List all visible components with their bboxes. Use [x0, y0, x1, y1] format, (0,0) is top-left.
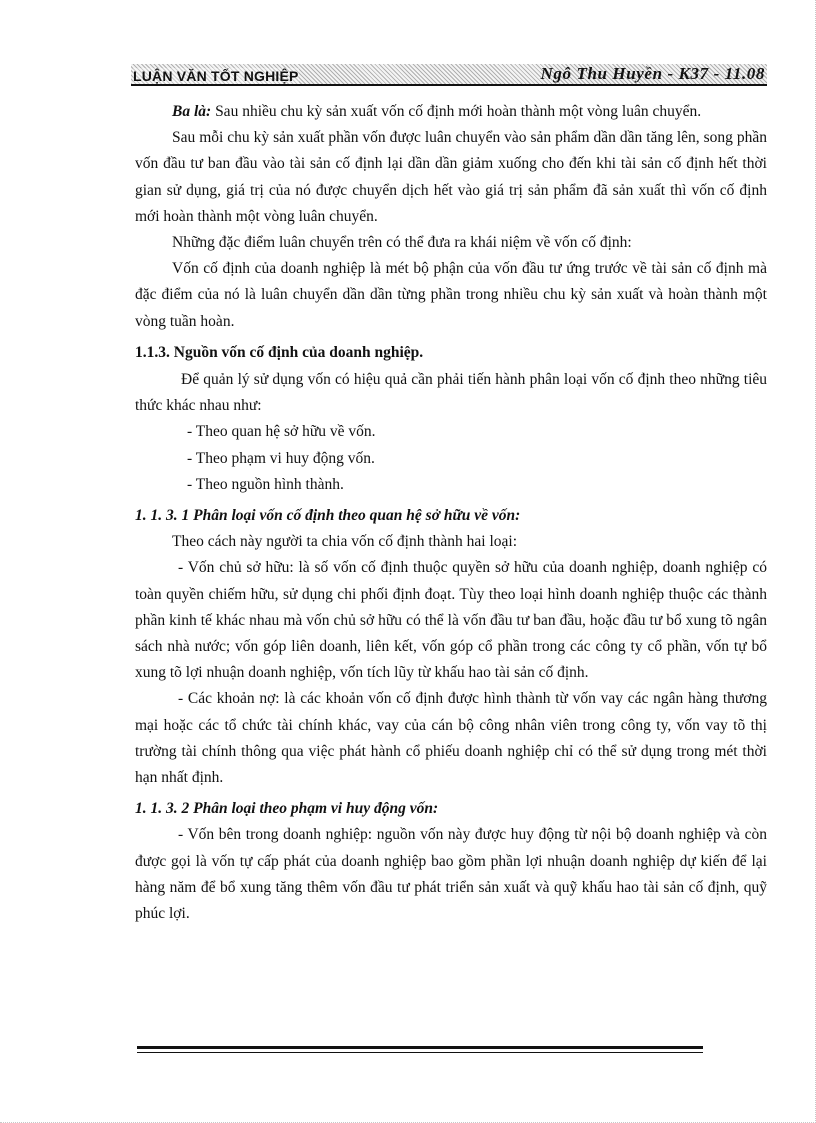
paragraph: - Vốn chủ sở hữu: là số vốn cố định thuộc quyền sở hữu của doanh nghiệp, doanh nghiệp có toàn quyền chiếm hữu, sử dụng chi phối định đoạt. Tùy theo loại hình doanh nghiệp thuộc các thành phần kinh tế khác nhau mà vốn chủ sở hữu có thể là vốn đầu tư ban đầu, hoặc đầu tư bổ xung tõ ngân sách nhà nước; vốn góp liên doanh, liên kết, vốn góp cổ phần trong các công ty cổ phần, vốn tự bổ xung tõ lợi nhuận doanh nghiệp, vốn tích lũy từ khấu hao tài sản cố định. — [135, 559, 767, 682]
footer-rule — [137, 1046, 703, 1053]
paragraph-ba-la — [135, 99, 767, 125]
list-item: - Theo nguồn hình thành. — [187, 475, 344, 493]
document-body — [135, 99, 767, 927]
paragraph: Sau mỗi chu kỳ sản xuất phần vốn được luân chuyển vào sản phẩm dần dần tăng lên, song phần vốn đầu tư ban đầu vào tài sản cố định lại dần dần giảm xuống cho đến khi tài sản cố định hết thời gian sử dụng, giá trị của nó được chuyển dịch hết vào giá trị sản phẩm đã sản xuất thì vốn cố định mới hoàn thành một vòng luân chuyển. — [135, 129, 767, 225]
paragraph: Những đặc điểm luân chuyển trên có thể đưa ra khái niệm về vốn cố định: — [172, 234, 632, 252]
paragraph: - Các khoản nợ: là các khoản vốn cố định được hình thành từ vốn vay các ngân hàng thương mại hoặc các tổ chức tài chính khác, vay của cán bộ công nhân viên trong công ty, vốn vay tõ thị trường tài chính thông qua việc phát hành cổ phiếu doanh nghiệp chỉ có thể sử dụng trong mét thời hạn nhất định. — [135, 690, 767, 787]
list-item: - Theo phạm vi huy động vốn. — [187, 449, 375, 467]
list-item: - Theo quan hệ sở hữu về vốn. — [187, 423, 376, 441]
header-author: Ngô Thu Huyền - K37 - 11.08 — [540, 64, 765, 83]
paragraph-text: Sau nhiều chu kỳ sản xuất vốn cố định mới hoàn thành một vòng luân chuyển. — [211, 103, 702, 120]
paragraph: Để quản lý sử dụng vốn có hiệu quả cần phải tiến hành phân loại vốn cố định theo những tiêu thức khác nhau như: — [135, 371, 767, 415]
paragraph: Vốn cố định của doanh nghiệp là mét bộ phận của vốn đầu tư ứng trước về tài sản cố định mà đặc điểm của nó là luân chuyển dần dần từng phần trong nhiều chu kỳ sản xuất và hoàn thành một vòng tuần hoàn. — [135, 260, 767, 330]
subsection-heading: 1. 1. 3. 1 Phân loại vốn cố định theo quan hệ sở hữu về vốn: — [135, 507, 521, 525]
section-heading: 1.1.3. Nguồn vốn cố định của doanh nghiệp. — [135, 343, 424, 361]
paragraph: Theo cách này người ta chia vốn cố định thành hai loại: — [172, 533, 518, 551]
page-header — [131, 64, 767, 86]
paragraph-lead: Ba là: — [172, 103, 212, 120]
subsection-heading: 1. 1. 3. 2 Phân loại theo phạm vi huy động vốn: — [135, 800, 439, 818]
paragraph: - Vốn bên trong doanh nghiệp: nguồn vốn này được huy động từ nội bộ doanh nghiệp và còn được gọi là vốn tự cấp phát của doanh nghiệp bao gồm phần lợi nhuận doanh nghiệp dự kiến để lại hàng năm để bổ xung tăng thêm vốn đầu tư phát triển sản xuất và quỹ khấu hao tài sản cố định, quỹ phúc lợi. — [135, 826, 767, 923]
header-title: LUẬN VĂN TỐT NGHIỆP — [133, 68, 299, 84]
